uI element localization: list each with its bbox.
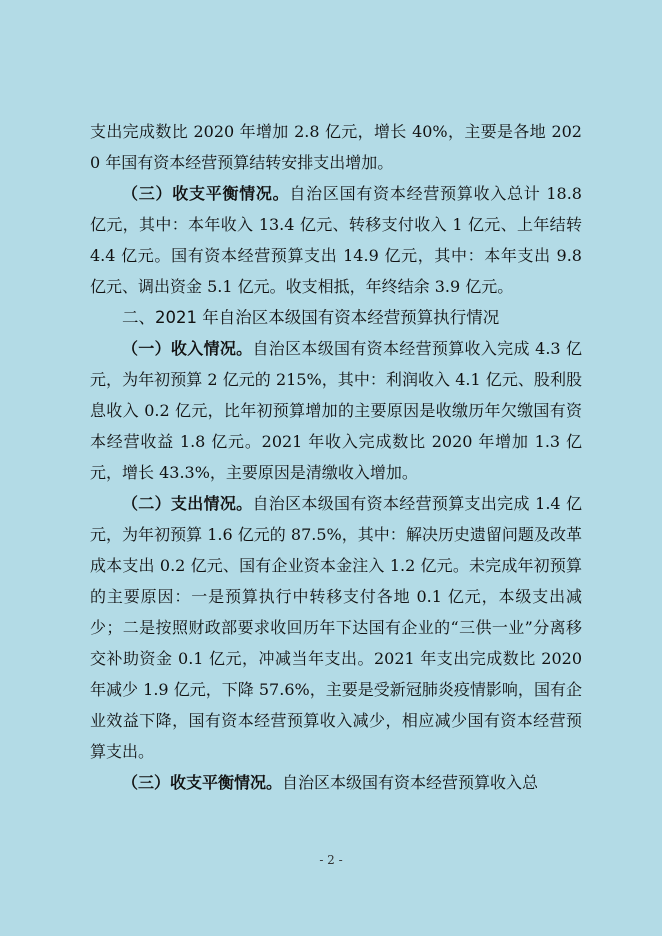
paragraph-heading: （三）收支平衡情况。 (122, 184, 290, 203)
paragraph-heading: （一）收入情况。 (122, 339, 253, 358)
paragraph-text: 自治区本级国有资本经营预算收入完成 4.3 亿元，为年初预算 2 亿元的 215%，其中：利润收入 4.1 亿元、股利股息收入 0.2 亿元，比年初预算增加的主要原因是收缴历年欠缴国有资本经营收益 1.8 亿元。2021 年收入完成数比 2020 年增加 1.3 亿元，增长 43.3%，主要原因是清缴收入增加。 (90, 339, 582, 482)
paragraph-text: 自治区本级国有资本经营预算收入总 (282, 773, 539, 792)
paragraph-text: 自治区国有资本经营预算收入总计 18.8 亿元，其中：本年收入 13.4 亿元、转移支付收入 1 亿元、上年结转 4.4 亿元。国有资本经营预算支出 14.9 亿元，其中：本年支出 9.8 亿元、调出资金 5.1 亿元。收支相抵，年终结余 3.9 亿元。 (90, 184, 582, 296)
paragraph-continuation (90, 116, 582, 178)
paragraph-balance-local (90, 767, 582, 798)
paragraph-balance (90, 178, 582, 302)
paragraph-heading: （二）支出情况。 (122, 494, 253, 513)
paragraph-heading: （三）收支平衡情况。 (122, 773, 283, 792)
document-body (90, 116, 582, 798)
section-heading (90, 302, 582, 333)
section-title: 二、2021 年自治区本级国有资本经营预算执行情况 (122, 308, 500, 327)
paragraph-expenditure (90, 488, 582, 767)
paragraph-text: 支出完成数比 2020 年增加 2.8 亿元，增长 40%，主要是各地 2020 年国有资本经营预算结转安排支出增加。 (90, 122, 582, 172)
paragraph-income (90, 333, 582, 488)
page-number: - 2 - (319, 853, 343, 867)
paragraph-text: 自治区本级国有资本经营预算支出完成 1.4 亿元，为年初预算 1.6 亿元的 87.5%，其中：解决历史遗留问题及改革成本支出 0.2 亿元、国有企业资本金注入 1.2 亿元。未完成年初预算的主要原因：一是预算执行中转移支付各地 0.1 亿元，本级支出减少；二是按照财政部要求收回历年下达国有企业的“三供一业”分离移交补助资金 0.1 亿元，冲减当年支出。2021 年支出完成数比 2020 年减少 1.9 亿元，下降 57.6%，主要是受新冠肺炎疫情影响，国有企业效益下降，国有资本经营预算收入减少，相应减少国有资本经营预算支出。 (90, 494, 582, 761)
